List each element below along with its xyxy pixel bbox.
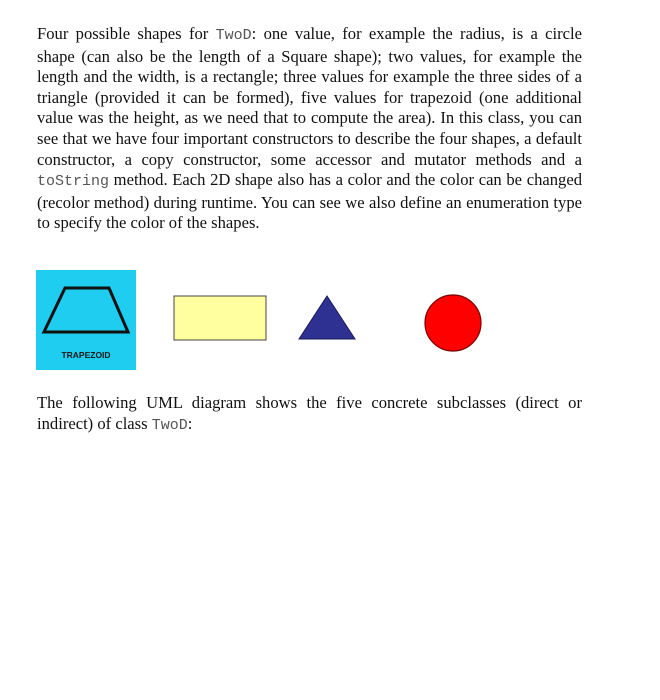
intro-text-1: Four possible shapes for <box>37 24 216 43</box>
circle-icon <box>425 295 481 351</box>
class-name-twod: TwoD <box>215 27 252 44</box>
uml-text-1: The following UML diagram shows the five concrete subclasses (direct or indirect) of class <box>37 393 582 433</box>
class-name-twod-2: TwoD <box>151 416 188 434</box>
trapezoid-icon <box>36 270 136 370</box>
trapezoid-tile <box>36 270 136 370</box>
uml-intro-paragraph <box>37 393 582 436</box>
intro-paragraph <box>37 24 582 234</box>
uml-text-2: : <box>187 413 193 433</box>
method-name-tostring: toString <box>37 173 110 191</box>
intro-text-2: : one value, for example the radius, is a circle shape (can also be the length of a Square shape); two values, for example the length and the width, is a rectangle; three values for example the three sides of a triangle (provided it can be formed), five values for trapezoid (one additional value was the height, as we need that to compute the area). In this class, you can see that we have four important constructors to describe the four shapes, a default constructor, a copy constructor, some accessor and mutator methods and a <box>37 24 582 169</box>
rectangle-icon <box>174 296 266 340</box>
trapezoid-label: TRAPEZOID <box>61 350 111 360</box>
intro-text-3: method. Each 2D shape also has a color and the color can be changed (recolor method) during runtime. You can see we also define an enumeration type to specify the color of the shapes. <box>37 170 582 233</box>
triangle-icon <box>299 296 355 339</box>
